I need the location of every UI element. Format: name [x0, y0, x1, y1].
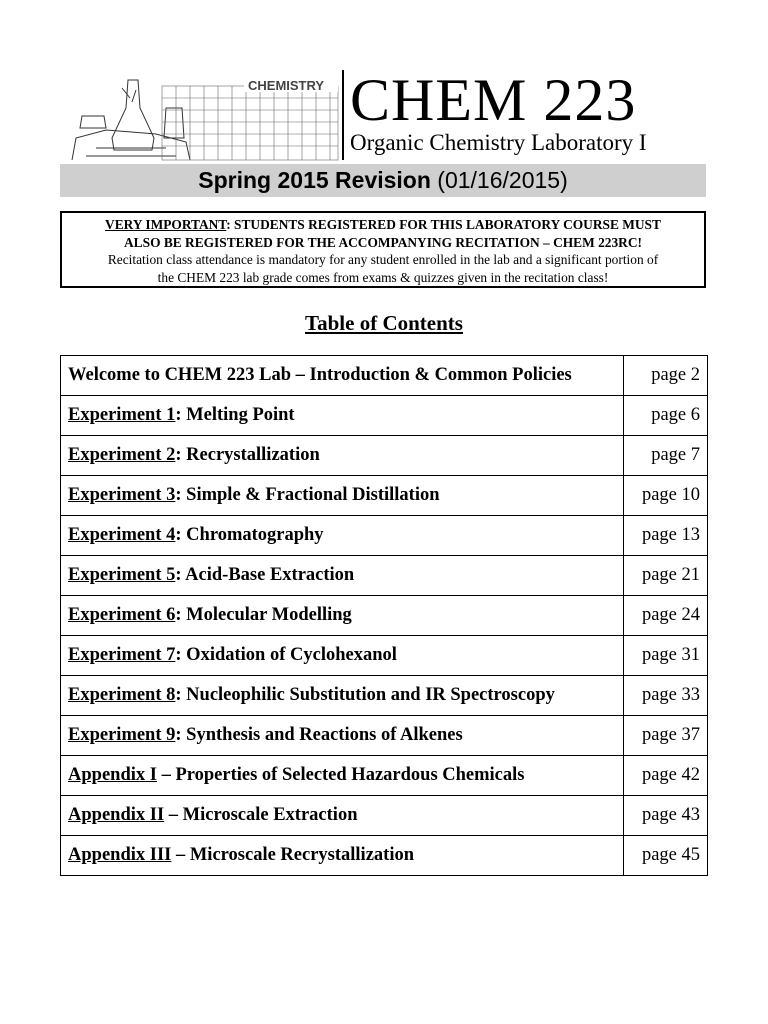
toc-entry-prefix: Experiment 2: [68, 445, 176, 465]
toc-entry-title[interactable]: [61, 636, 624, 676]
toc-entry-prefix: Experiment 5: [68, 565, 176, 585]
toc-entry-title[interactable]: [61, 756, 624, 796]
toc-entry-text: : Recrystallization: [175, 445, 320, 465]
lab-glassware-sketch-icon: [66, 68, 342, 162]
toc-entry-prefix: Appendix II: [68, 805, 165, 825]
toc-entry-title[interactable]: [61, 556, 624, 596]
table-of-contents: [60, 355, 708, 876]
toc-entry-text: : Nucleophilic Substitution and IR Spectroscopy: [175, 685, 555, 705]
header: [60, 66, 708, 164]
toc-row[interactable]: [61, 436, 708, 476]
toc-entry-prefix: Appendix III: [68, 845, 172, 865]
notice-line-4: the CHEM 223 lab grade comes from exams & quizzes given in the recitation class!: [157, 269, 609, 285]
toc-entry-page: page 6: [623, 396, 707, 436]
toc-heading-text: Table of Contents: [305, 311, 463, 335]
toc-entry-text: : Molecular Modelling: [175, 605, 352, 625]
notice-line-2: ALSO BE REGISTERED FOR THE ACCOMPANYING RECITATION – CHEM 223RC!: [124, 234, 642, 250]
toc-row[interactable]: [61, 836, 708, 876]
notice-line-3: Recitation class attendance is mandatory for any student enrolled in the lab and a significant portion of: [107, 252, 659, 267]
toc-row[interactable]: [61, 756, 708, 796]
toc-entry-text: : Melting Point: [175, 405, 295, 425]
toc-entry-prefix: Experiment 8: [68, 685, 176, 705]
toc-entry-prefix: Experiment 6: [68, 605, 176, 625]
toc-entry-prefix: Experiment 4: [68, 525, 176, 545]
toc-row[interactable]: [61, 396, 708, 436]
toc-entry-title[interactable]: [61, 476, 624, 516]
toc-entry-text: : Simple & Fractional Distillation: [175, 485, 440, 505]
revision-banner: [60, 164, 706, 197]
notice-line-1: [62, 216, 704, 234]
toc-entry-page: page 2: [623, 356, 707, 396]
revision-label: Spring 2015 Revision: [198, 167, 431, 193]
important-notice-box: [60, 211, 706, 288]
toc-entry-prefix: Experiment 7: [68, 645, 176, 665]
notice-line-1-text: : STUDENTS REGISTERED FOR THIS LABORATORY COURSE MUST: [226, 217, 661, 232]
toc-entry-text: – Microscale Extraction: [164, 805, 358, 825]
toc-entry-title[interactable]: [61, 596, 624, 636]
toc-entry-page: page 13: [623, 516, 707, 556]
toc-row[interactable]: [61, 356, 708, 396]
toc-row[interactable]: [61, 716, 708, 756]
toc-entry-page: page 37: [623, 716, 707, 756]
toc-row[interactable]: [61, 516, 708, 556]
toc-entry-title[interactable]: [61, 716, 624, 756]
toc-row[interactable]: [61, 796, 708, 836]
toc-entry-text: : Acid-Base Extraction: [175, 565, 355, 585]
toc-entry-title[interactable]: [61, 436, 624, 476]
toc-entry-prefix: Appendix I: [68, 765, 157, 785]
toc-entry-page: page 24: [623, 596, 707, 636]
toc-entry-prefix: Experiment 1: [68, 405, 176, 425]
toc-entry-title[interactable]: [61, 676, 624, 716]
toc-entry-text: : Oxidation of Cyclohexanol: [175, 645, 397, 665]
course-title: CHEM 223: [350, 67, 637, 133]
toc-entry-page: page 7: [623, 436, 707, 476]
toc-entry-text: : Chromatography: [175, 525, 324, 545]
toc-entry-page: page 33: [623, 676, 707, 716]
toc-entry-text: – Properties of Selected Hazardous Chemicals: [156, 765, 525, 785]
toc-entry-text: Welcome to CHEM 223 Lab – Introduction & Common Policies: [68, 365, 572, 385]
logo-wordmark: CHEMISTRY: [248, 78, 325, 93]
toc-row[interactable]: [61, 556, 708, 596]
toc-entry-title[interactable]: [61, 516, 624, 556]
course-subtitle: Organic Chemistry Laboratory I: [350, 130, 647, 155]
toc-entry-page: page 43: [623, 796, 707, 836]
toc-entry-text: – Microscale Recrystallization: [171, 845, 414, 865]
notice-important-label: VERY IMPORTANT: [105, 217, 227, 232]
toc-entry-prefix: Experiment 9: [68, 725, 176, 745]
toc-entry-title[interactable]: [61, 796, 624, 836]
toc-entry-page: page 21: [623, 556, 707, 596]
toc-entry-page: page 45: [623, 836, 707, 876]
toc-entry-title[interactable]: [61, 836, 624, 876]
toc-row[interactable]: [61, 596, 708, 636]
toc-entry-text: : Synthesis and Reactions of Alkenes: [175, 725, 463, 745]
toc-entry-prefix: Experiment 3: [68, 485, 176, 505]
toc-entry-page: page 10: [623, 476, 707, 516]
toc-entry-page: page 31: [623, 636, 707, 676]
toc-entry-title[interactable]: [61, 356, 624, 396]
toc-heading: [0, 309, 768, 337]
toc-entry-title[interactable]: [61, 396, 624, 436]
toc-row[interactable]: [61, 476, 708, 516]
toc-row[interactable]: [61, 636, 708, 676]
header-divider: [342, 70, 344, 160]
toc-row[interactable]: [61, 676, 708, 716]
toc-entry-page: page 42: [623, 756, 707, 796]
chemistry-logo-image: [66, 68, 342, 162]
revision-date: (01/16/2015): [437, 167, 568, 193]
